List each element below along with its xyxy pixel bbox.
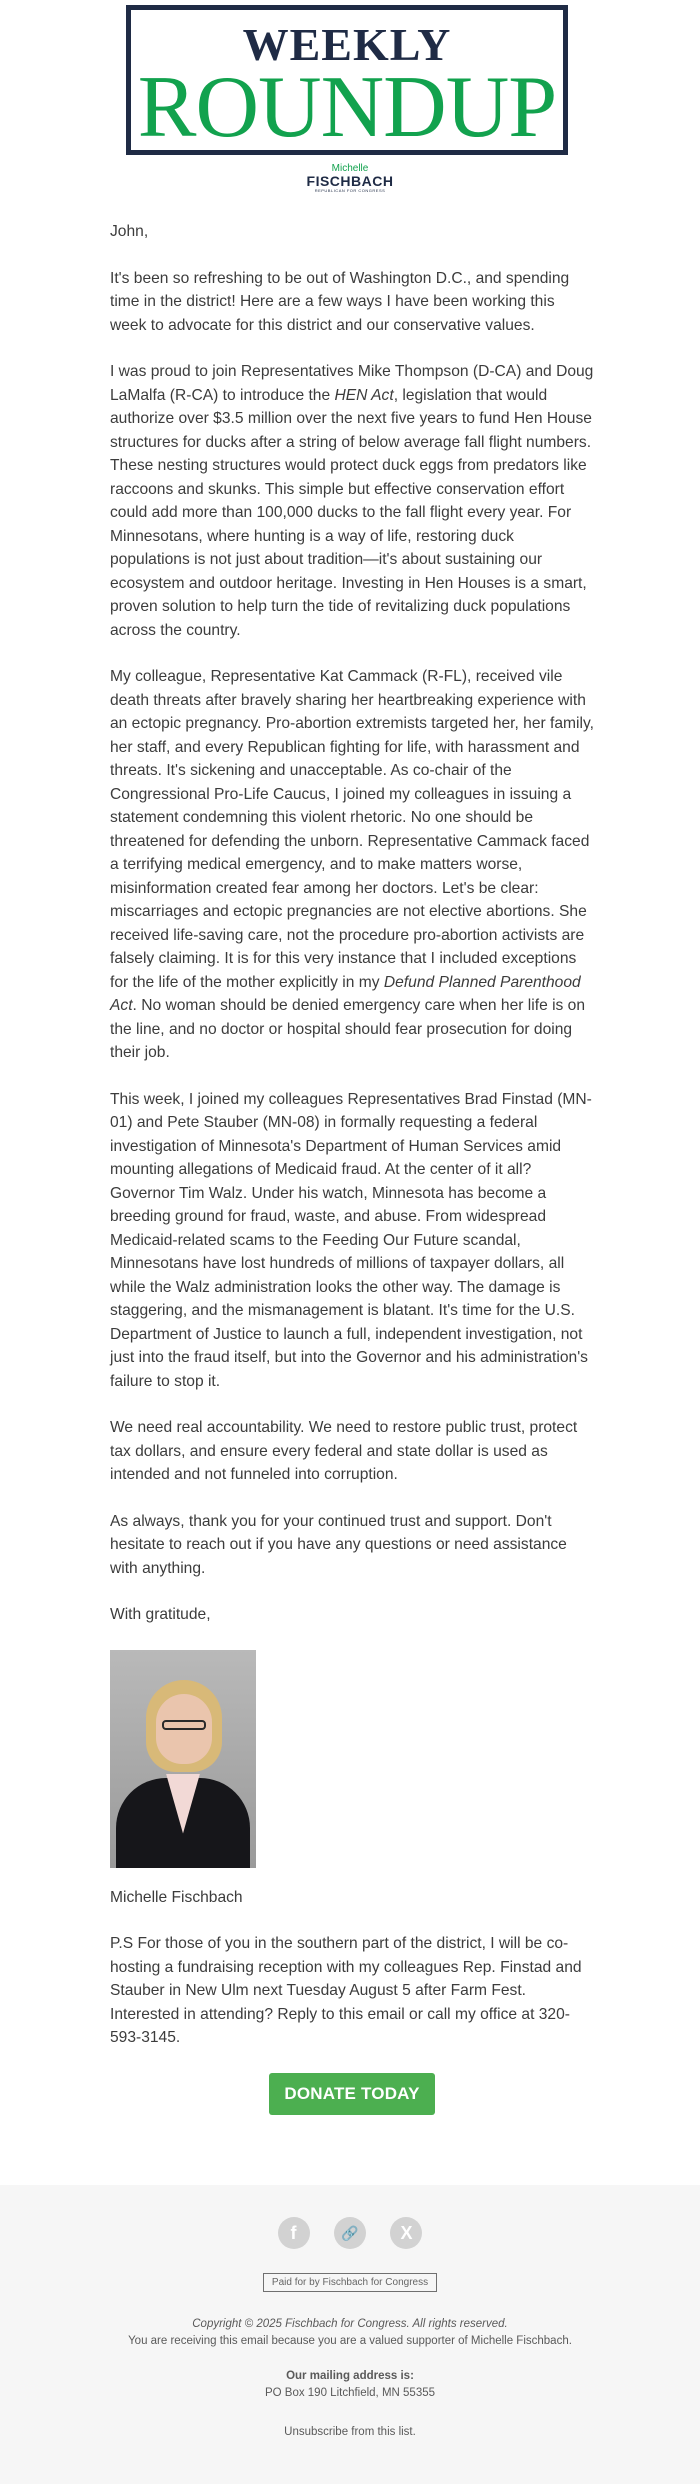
paragraph-intro: It's been so refreshing to be out of Washington D.C., and spending time in the district! Here are a few ways I have been working this week to advocate for this district and our conservative values. — [110, 269, 570, 334]
donate-button[interactable]: DONATE TODAY — [269, 2073, 435, 2115]
paragraph-hen-act — [110, 360, 594, 642]
subscription-reason: You are receiving this email because you are a valued supporter of Michelle Fischbach. — [128, 2335, 572, 2347]
cammack-text-end: . No woman should be denied emergency care when her life is on the line, and no doctor or hospital should fear prosecution for doing their job. — [110, 997, 586, 1061]
social-links — [0, 2217, 700, 2251]
portrait-photo — [110, 1650, 256, 1868]
mailing-address-title: Our mailing address is: — [286, 2370, 414, 2382]
x-icon[interactable]: X — [390, 2217, 422, 2249]
hen-act-text-start: I was proud to join Representatives Mike Thompson (D-CA) and Doug LaMalfa (R-CA) to introduce the — [110, 363, 594, 404]
greeting: John, — [110, 223, 149, 240]
email-header — [0, 0, 700, 200]
mailing-address: PO Box 190 Litchfield, MN 55355 — [264, 2387, 436, 2399]
facebook-icon[interactable]: f — [278, 2217, 310, 2249]
hen-act-title: HEN Act — [334, 386, 394, 404]
hen-act-text-end: , legislation that would authorize over $3.5 million over the next five years to fund Hen House structures for ducks after a string of below average fall flight numbers. These nesting structures would protect duck eggs from predators like raccoons and skunks. This simple but effective conservation effort could add more than 100,000 ducks to the fall flight every year. For Minnesotans, where hunting is a way of life, restoring duck populations is not just about tradition—it's about sustaining our ecosystem and outdoor heritage. Investing in Hen Houses is a smart, proven solution to help turn the tide of revitalizing duck populations across the country. — [110, 386, 592, 639]
logo-last-name: FISCHBACH — [306, 173, 394, 189]
unsubscribe-link[interactable]: Unsubscribe from this list. — [284, 2426, 416, 2438]
logo-first-name: Michelle — [331, 163, 369, 174]
paragraph-thanks: As always, thank you for your continued trust and support. Don't hesitate to reach out if you have any questions or need assistance with anything. — [110, 1512, 567, 1577]
paragraph-ps: P.S For those of you in the southern part of the district, I will be co-hosting a fundraising reception with my colleagues Rep. Finstad and Stauber in New Ulm next Tuesday August 5 after Farm Fest. Interested in attending? Reply to this email or call my office at 320-593-3145. — [110, 1935, 582, 2046]
defund-act-title: Defund Planned Parenthood Act — [110, 973, 581, 1014]
link-icon[interactable]: 🔗 — [334, 2217, 366, 2249]
email-footer — [0, 2185, 700, 2484]
banner-title-roundup: ROUNDUP — [137, 59, 557, 156]
letter-body — [110, 220, 594, 2145]
paragraph-cammack — [110, 665, 594, 1065]
banner-title-weekly: WEEKLY — [242, 19, 452, 70]
cta-container — [110, 2073, 594, 2145]
copyright-notice: Copyright © 2025 Fischbach for Congress. All rights reserved. — [192, 2318, 508, 2330]
signer-name: Michelle Fischbach — [110, 1888, 243, 1906]
paid-for-disclaimer: Paid for by Fischbach for Congress — [263, 2273, 437, 2292]
logo-subtitle: REPUBLICAN FOR CONGRESS — [314, 188, 386, 193]
fischbach-logo — [0, 164, 700, 193]
paragraph-accountability: We need real accountability. We need to restore public trust, protect tax dollars, and ensure every federal and state dollar is used as intended and not funneled into corruption. — [110, 1419, 578, 1483]
weekly-roundup-banner — [126, 5, 568, 155]
paragraph-medicaid-fraud: This week, I joined my colleagues Representatives Brad Finstad (MN-01) and Pete Stauber (MN-08) in formally requesting a federal investigation of Minnesota's Department of Human Services amid mounting allegations of Medicaid fraud. At the center of it all? Governor Tim Walz. Under his watch, Minnesota has become a breeding ground for fraud, waste, and abuse. From widespread Medicaid-related scams to the Feeding Our Future scandal, Minnesotans have lost hundreds of millions of taxpayer dollars, all while the Walz administration looks the other way. The damage is staggering, and the mismanagement is blatant. It's time for the U.S. Department of Justice to launch a full, independent investigation, not just into the fraud itself, but into the Governor and his administration's failure to stop it. — [110, 1090, 592, 1390]
closing: With gratitude, — [110, 1606, 211, 1623]
cammack-text-start: My colleague, Representative Kat Cammack (R-FL), received vile death threats after bravely sharing her heartbreaking experience with an ectopic pregnancy. Pro-abortion extremists targeted her, her family, her staff, and every Republican fighting for life, with harassment and threats. It's sickening and unacceptable. As co-chair of the Congressional Pro-Life Caucus, I joined my colleagues in issuing a statement condemning this violent rhetoric. No one should be threatened for defending the unborn. Representative Cammack faced a terrifying medical emergency, and to make matters worse, misinformation created fear among her doctors. Let's be clear: miscarriages and ectopic pregnancies are not elective abortions. She received life-saving care, not the procedure pro-abortion activists are falsely claiming. It is for this very instance that I included exceptions for the life of the mother explicitly in my — [110, 668, 594, 991]
